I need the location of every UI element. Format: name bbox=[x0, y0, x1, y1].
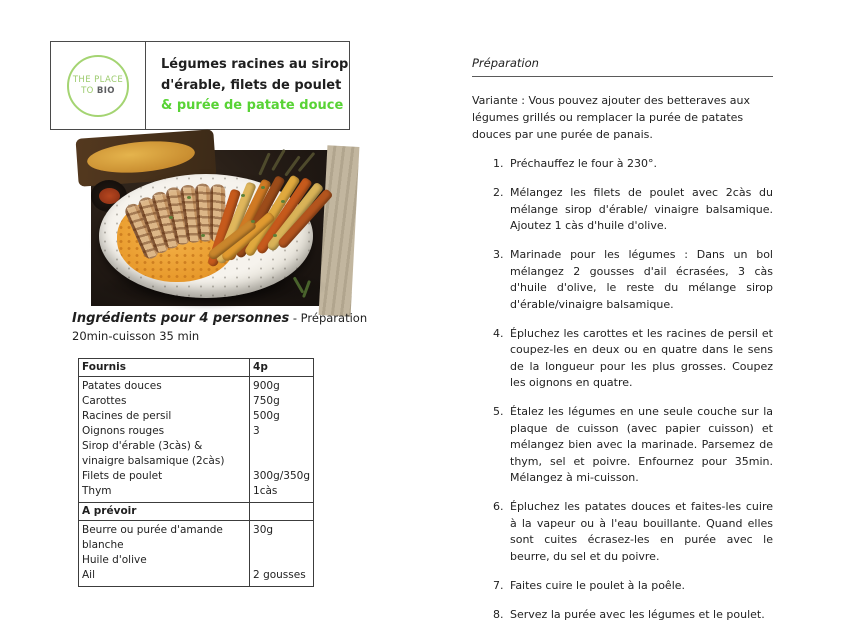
table-row bbox=[79, 377, 314, 395]
ingredient-qty-cell: 900g bbox=[253, 380, 280, 392]
preparation-step: Étalez les légumes en une seule couche sur la plaque de cuisson (avec papier cuisson) et mélangez bien avec la marinade. Parsemez de thym, sel et poivre. Enfournez pour 35min. Mélangez à mi-cuisson. bbox=[510, 405, 773, 484]
preparation-step: Faites cuire le poulet à la poêle. bbox=[510, 578, 686, 592]
ingredient-qty-cell: 500g bbox=[253, 410, 280, 422]
ingredient-name-cell: Thym bbox=[79, 484, 250, 503]
photo-herb bbox=[201, 234, 205, 237]
ingredient-qty-cell bbox=[250, 503, 314, 521]
variant-note: Variante : Vous pouvez ajouter des betteraves aux légumes grillés ou remplacer la purée de patates douces par une purée de panais. bbox=[472, 94, 751, 141]
preparation-step: Servez la purée avec les légumes et le poulet. bbox=[510, 607, 765, 621]
table-row bbox=[79, 439, 314, 469]
ingredient-name-cell: Filets de poulet bbox=[79, 469, 250, 484]
photo-carrot-stem bbox=[284, 155, 301, 176]
preparation-step: Épluchez les carottes et les racines de persil et coupez-les en deux ou en quatre dans le sens de la longueur pour les plus grosses. Coupez les oignons en quatre. bbox=[510, 326, 773, 389]
table-section-row bbox=[79, 503, 314, 521]
logo bbox=[51, 42, 146, 129]
table-row bbox=[79, 568, 314, 587]
photo-herb bbox=[281, 200, 285, 203]
ingredient-qty-cell: 300g/350g bbox=[253, 470, 310, 482]
ingredient-qty-cell: 750g bbox=[253, 395, 280, 407]
logo-text-line1: THE PLACE bbox=[72, 75, 124, 85]
photo-herb bbox=[273, 234, 277, 237]
ingredient-name-cell: Ail bbox=[79, 568, 250, 587]
photo-herb bbox=[261, 186, 265, 189]
recipe-photo bbox=[91, 150, 345, 306]
preparation-heading: Préparation bbox=[472, 56, 773, 77]
table-header-row bbox=[79, 359, 314, 377]
table-row bbox=[79, 484, 314, 503]
recipe-title bbox=[146, 42, 349, 129]
table-row bbox=[79, 469, 314, 484]
logo-text-bio: BIO bbox=[96, 86, 115, 96]
ingredient-name-cell: Patates douces bbox=[79, 377, 250, 395]
ingredient-name-cell: Carottes bbox=[79, 394, 250, 409]
preparation-step: Mélangez les filets de poulet avec 2càs du mélange sirop d'érable/ vinaigre balsamique. Ajoutez 1 càs d'huile d'olive. bbox=[510, 186, 773, 232]
preparation-section bbox=[472, 56, 773, 636]
recipe-title-line2: d'érable, filets de poulet bbox=[161, 77, 342, 93]
photo-herb bbox=[251, 220, 255, 223]
ingredient-qty-cell bbox=[250, 553, 314, 568]
ingredient-qty-cell: 30g bbox=[253, 524, 274, 536]
ingredient-name-cell: Oignons rouges bbox=[79, 424, 250, 439]
logo-text-to: TO bbox=[81, 86, 97, 96]
table-row bbox=[79, 409, 314, 424]
preparation-step: Préchauffez le four à 230°. bbox=[510, 157, 657, 170]
preparation-step: Épluchez les patates douces et faites-les cuire à la vapeur ou à l'eau bouillante. Quand elles sont cuites écrasez-les en purée avec le beurre, du sel et du poivre. bbox=[510, 500, 773, 563]
preparation-steps bbox=[472, 156, 773, 623]
recipe-title-line3: & purée de patate douce bbox=[161, 98, 344, 113]
recipe-header-card bbox=[50, 41, 350, 130]
ingredients-heading-rest: - Préparation 20min-cuisson 35 min bbox=[72, 311, 368, 343]
ingredients-heading-bold: Ingrédients pour 4 personnes bbox=[72, 311, 290, 326]
ingredient-name-cell: Beurre ou purée d'amande blanche bbox=[79, 521, 250, 554]
ingredients-heading bbox=[72, 310, 380, 345]
ingredient-name-cell: Huile d'olive bbox=[79, 553, 250, 568]
table-row bbox=[79, 553, 314, 568]
ingredient-qty-cell bbox=[250, 439, 314, 469]
ingredient-name-cell: A prévoir bbox=[79, 503, 250, 521]
logo-text-line2 bbox=[81, 86, 115, 96]
photo-herb bbox=[241, 194, 245, 197]
photo-carrot-stem bbox=[298, 152, 316, 172]
logo-circle-icon bbox=[67, 55, 129, 117]
ingredient-name-cell: Racines de persil bbox=[79, 409, 250, 424]
recipe-title-line1: Légumes racines au sirop bbox=[161, 57, 349, 72]
table-row bbox=[79, 521, 314, 554]
ingredient-qty-cell: 3 bbox=[253, 425, 260, 437]
photo-herb bbox=[187, 196, 191, 199]
photo-carrot-stem bbox=[258, 152, 271, 175]
ingredient-qty-cell: 2 gousses bbox=[253, 569, 306, 581]
ingredient-name-cell: Sirop d'érable (3càs) & vinaigre balsamique (2càs) bbox=[79, 439, 250, 469]
ingredient-qty-cell: 1càs bbox=[253, 485, 278, 497]
ingredient-qty-cell: 4p bbox=[250, 359, 314, 377]
table-row bbox=[79, 394, 314, 409]
table-row bbox=[79, 424, 314, 439]
ingredient-name-cell: Fournis bbox=[79, 359, 250, 377]
photo-herb bbox=[169, 216, 173, 219]
preparation-step: Marinade pour les légumes : Dans un bol mélangez 2 gousses d'ail écrasées, 3 càs d'huile d'olive, le reste du mélange sirop d'érable/vinaigre balsamique. bbox=[510, 248, 773, 311]
ingredients-table bbox=[78, 358, 314, 587]
photo-carrot-stem bbox=[271, 149, 286, 171]
